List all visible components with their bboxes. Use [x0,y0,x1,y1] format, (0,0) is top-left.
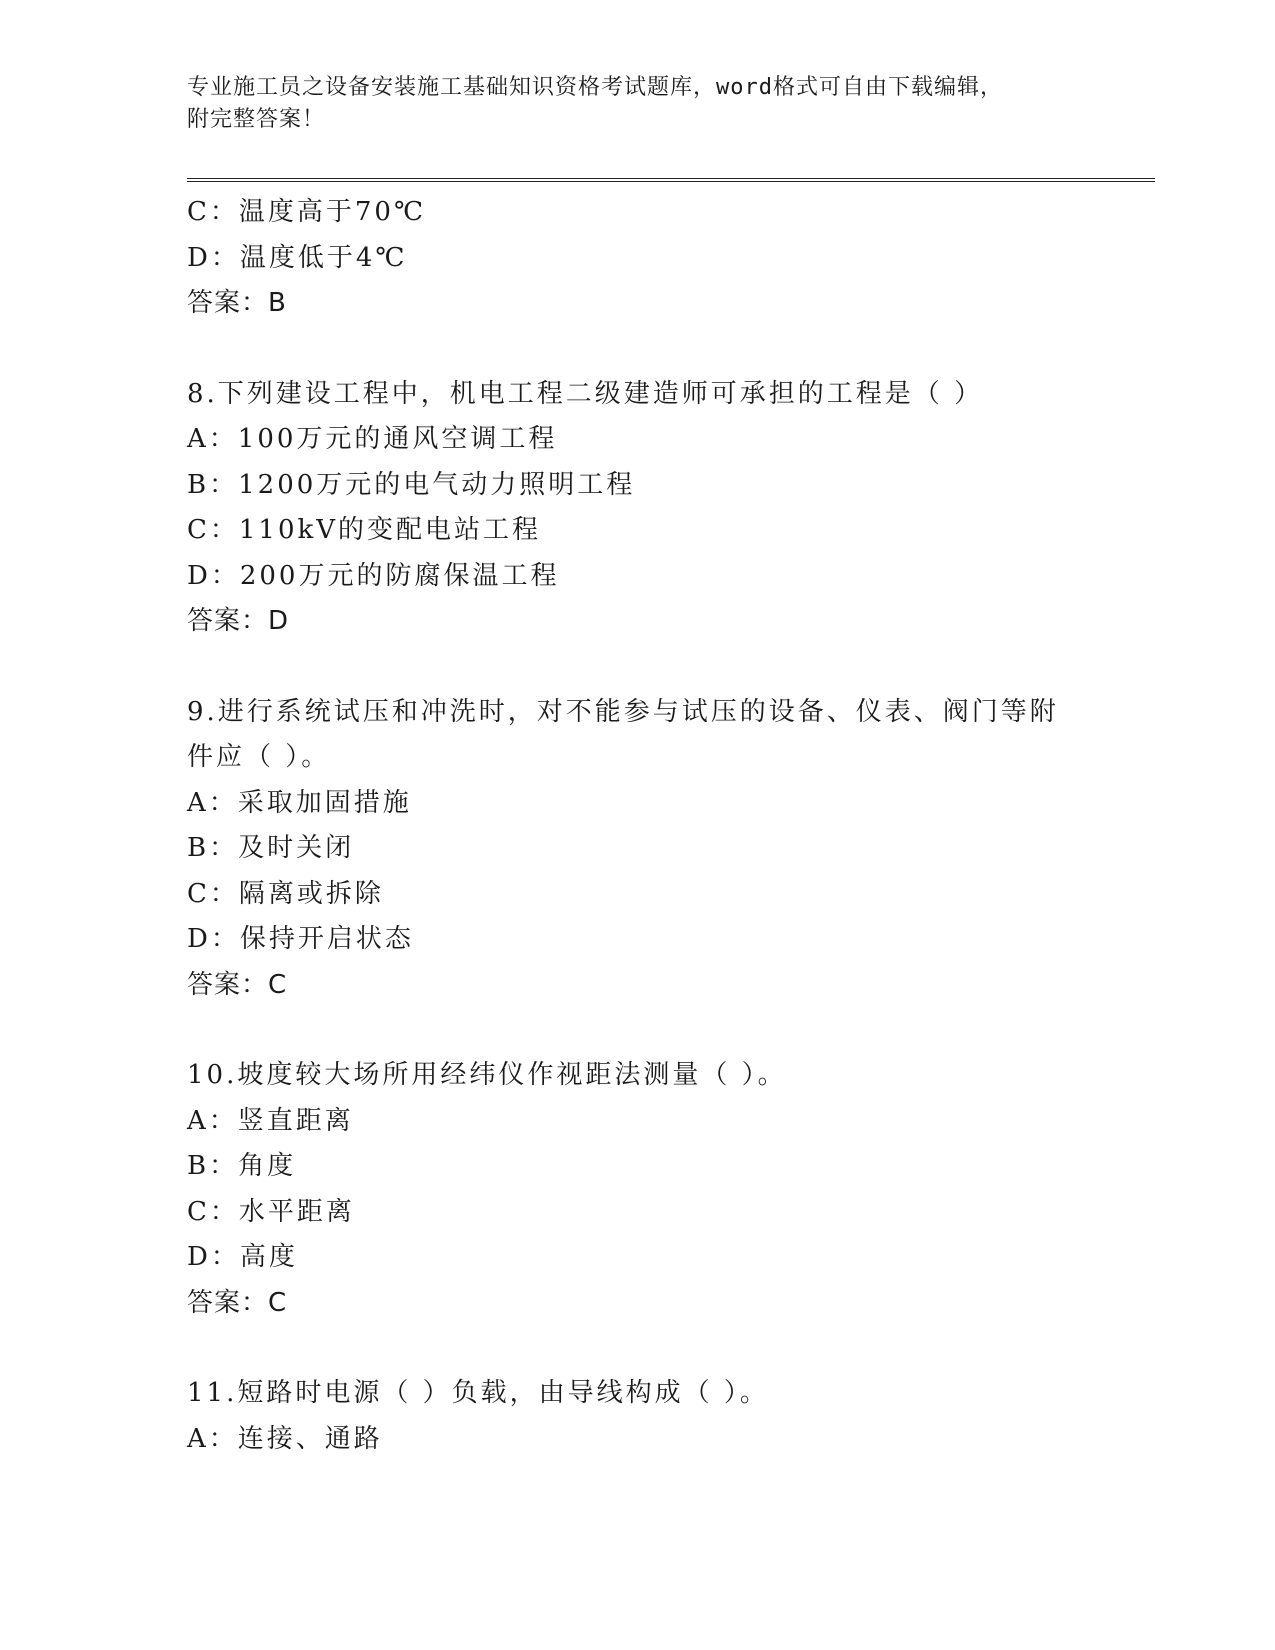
option-b: B：及时关闭 [187,833,355,863]
spacer [187,327,1087,372]
option-a: A：100万元的通风空调工程 [187,424,558,454]
option-c: C：温度高于70℃ [187,197,427,227]
question-block-7 [187,190,1087,327]
option-b: B：1200万元的电气动力照明工程 [187,469,636,500]
option-a: A：竖直距离 [187,1105,354,1136]
option-a: A：连接、通路 [187,1423,383,1454]
option-d: D：温度低于4℃ [187,242,408,273]
question-block-8 [187,372,1087,645]
option-a: A：采取加固措施 [187,787,412,818]
answer-line: 答案：B [187,288,287,318]
option-c: C：水平距离 [187,1196,355,1227]
question-block-11 [187,1371,1087,1462]
question-stem: 9.进行系统试压和冲洗时，对不能参与试压的设备、仪表、阀门等附 [187,696,1059,727]
question-block-9 [187,690,1087,1009]
option-d: D：高度 [187,1242,298,1272]
header-line-2: 附完整答案！ [187,107,326,132]
answer-line: 答案：C [187,1287,288,1318]
question-stem: 8.下列建设工程中，机电工程二级建造师可承担的工程是（ ） [187,378,984,409]
spacer [187,1008,1087,1053]
question-list [187,190,1087,1462]
answer-line: 答案：D [187,606,290,636]
question-stem: 11.短路时电源（ ）负载，由导线构成（ ）。 [187,1378,769,1408]
question-stem-continued: 件应（ ）。 [187,742,331,772]
question-stem: 10.坡度较大场所用经纬仪作视距法测量（ ）。 [187,1060,787,1090]
option-c: C：隔离或拆除 [187,878,384,909]
option-d: D：保持开启状态 [187,924,414,954]
question-block-10 [187,1053,1087,1326]
spacer [187,1326,1087,1371]
document-header [187,72,1087,136]
option-d: D：200万元的防腐保温工程 [187,560,560,591]
option-b: B：角度 [187,1151,297,1181]
header-line-1: 专业施工员之设备安装施工基础知识资格考试题库，word格式可自由下载编辑， [187,75,1003,100]
header-divider [187,178,1155,182]
spacer [187,645,1087,690]
answer-line: 答案：C [187,969,288,1000]
option-c: C：110kV的变配电站工程 [187,515,542,545]
